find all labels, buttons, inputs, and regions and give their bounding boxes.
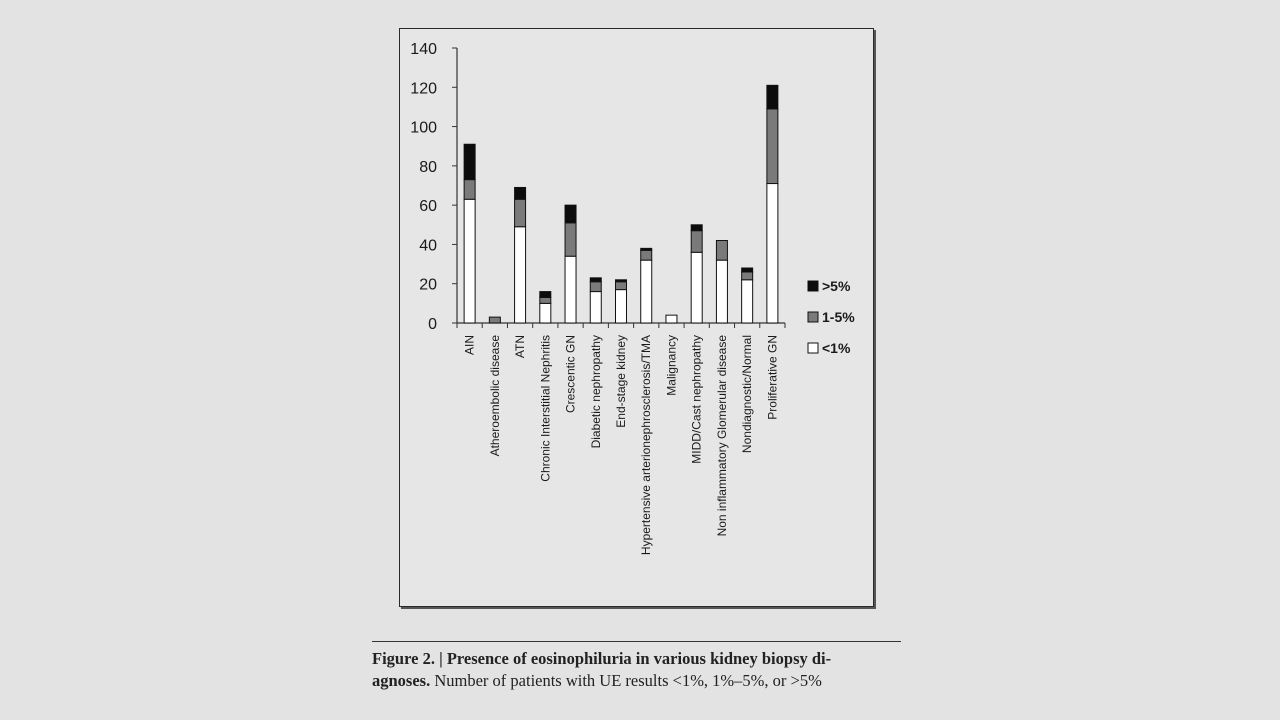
bar-segment [515, 187, 526, 199]
legend-label: 1-5% [822, 309, 855, 325]
y-tick-label: 40 [419, 237, 437, 255]
x-tick-label: AIN [462, 335, 477, 356]
legend-swatch [808, 281, 818, 291]
caption-label: Figure 2. | Presence of eosinophiluria in various kidney biopsy di- [372, 649, 832, 668]
x-tick-label: Proliferative GN [765, 335, 780, 420]
y-tick-label: 20 [419, 276, 437, 294]
bar-segment [641, 260, 652, 323]
x-tick-label: Diabetic nephropathy [588, 335, 603, 449]
bar-segment [691, 225, 702, 231]
bar-segment [641, 250, 652, 260]
bar-segment [666, 315, 677, 323]
bar-segment [540, 292, 551, 298]
bar-segment [742, 272, 753, 280]
bar-segment [565, 223, 576, 256]
caption-label-cont: agnoses. [372, 671, 431, 690]
y-tick-label: 140 [410, 41, 437, 58]
bar-segment [767, 184, 778, 323]
x-tick-label: Non inflammatory Glomerular disease [714, 335, 729, 537]
bar-segment [464, 180, 475, 200]
x-tick-label: End-stage kidney [614, 335, 628, 428]
figure-caption [372, 648, 907, 692]
x-tick-label: Chronic Interstitial Nephritis [538, 335, 553, 482]
caption-rule [372, 641, 901, 642]
x-tick-label: ATN [513, 335, 528, 359]
y-tick-label: 60 [419, 198, 437, 216]
bar-segment [565, 256, 576, 323]
y-tick-label: 120 [410, 80, 437, 98]
x-tick-label: Nondiagnostic/Normal [740, 335, 755, 454]
x-tick-label: Crescentic GN [563, 335, 578, 414]
bar-segment [590, 282, 601, 292]
x-tick-label: Atheroembolic disease [487, 335, 502, 457]
legend-swatch [808, 343, 818, 353]
bar-segment [565, 205, 576, 223]
x-tick-label: Hypertensive arterionephrosclerosis/TMA [639, 335, 654, 556]
bar-segment [540, 297, 551, 303]
bar-segment [716, 241, 727, 261]
legend-label: >5% [822, 278, 851, 294]
bar-segment [742, 280, 753, 323]
legend-label: <1% [822, 340, 851, 356]
bar-segment [515, 199, 526, 227]
bar-segment [767, 85, 778, 109]
bar-segment [489, 317, 500, 323]
bar-segment [464, 199, 475, 323]
figure-frame [399, 28, 874, 607]
bar-segment [742, 268, 753, 272]
x-tick-label: Malignancy [664, 335, 679, 396]
bar-segment [616, 280, 627, 282]
caption-text: Number of patients with UE results <1%, 1%–5%, or >5% [434, 671, 822, 690]
bar-segment [691, 231, 702, 253]
bar-segment [616, 290, 627, 323]
legend-swatch [808, 312, 818, 322]
bar-segment [590, 278, 601, 282]
y-tick-label: 80 [419, 158, 437, 176]
bar-segment [641, 248, 652, 250]
x-tick-label: MIDD/Cast nephropathy [689, 335, 704, 464]
bar-segment [767, 109, 778, 184]
bar-segment [590, 292, 601, 323]
bar-segment [616, 282, 627, 290]
bar-segment [716, 260, 727, 323]
y-tick-label: 0 [428, 316, 437, 333]
bar-segment [540, 303, 551, 323]
stacked-bar-chart [400, 29, 873, 606]
bar-segment [464, 144, 475, 179]
bar-segment [691, 252, 702, 323]
y-tick-label: 100 [410, 119, 437, 137]
bar-segment [515, 227, 526, 323]
